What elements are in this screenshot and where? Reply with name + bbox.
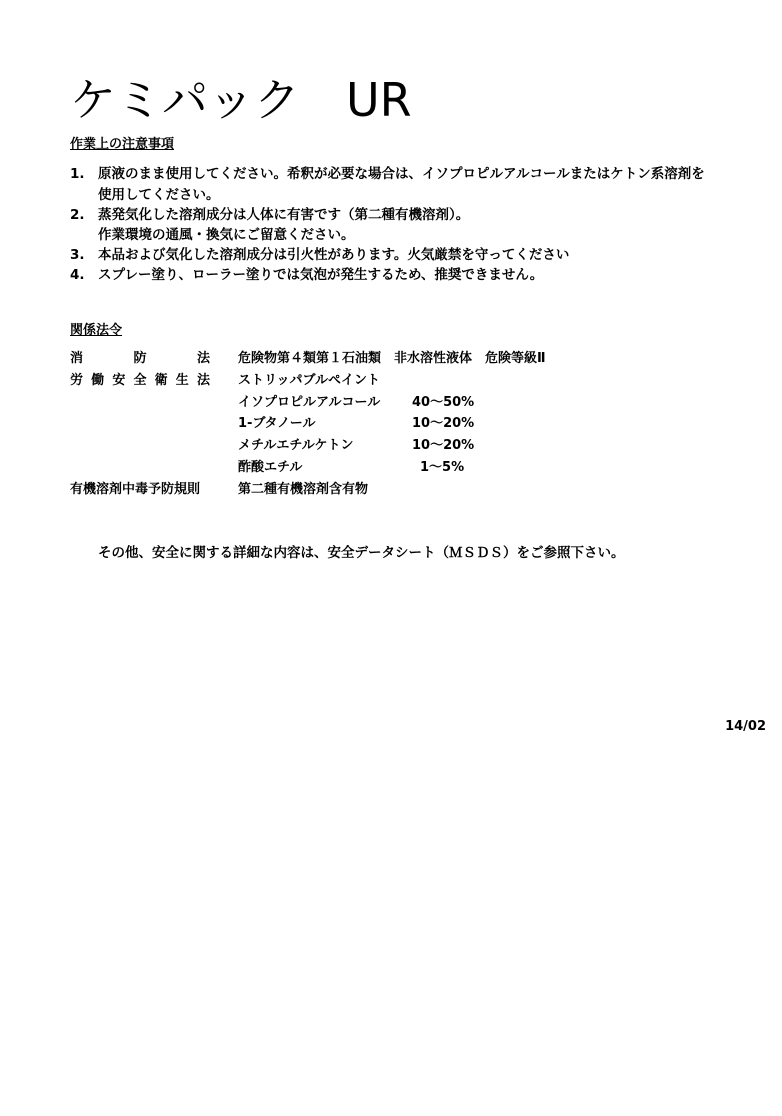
precaution-1-number: 1. bbox=[70, 166, 85, 182]
document-title: ケミパック UR bbox=[70, 73, 412, 127]
labor-law-value: ストリッパブルペイント bbox=[238, 373, 380, 388]
laws-heading: 関係法令 bbox=[70, 323, 123, 338]
component-name: 1-ブタノール bbox=[238, 416, 316, 431]
label-character: 生 bbox=[175, 373, 189, 388]
page-code: 14/02 bbox=[725, 719, 766, 734]
precaution-2-line-1: 蒸発気化した溶剤成分は人体に有害です（第二種有機溶剤）。 bbox=[98, 207, 470, 223]
precaution-4-number: 4. bbox=[70, 267, 85, 283]
label-character: 防 bbox=[133, 351, 147, 366]
fire-law-label bbox=[70, 350, 210, 368]
precautions-heading: 作業上の注意事項 bbox=[70, 137, 175, 152]
precaution-2-line-2: 作業環境の通風・換気にご留意ください。 bbox=[98, 227, 355, 243]
label-character: 衛 bbox=[154, 373, 168, 388]
msds-note: その他、安全に関する詳細な内容は、安全データシート（ＭＳＤＳ）をご参照下さい。 bbox=[98, 545, 625, 561]
fire-law-value: 危険物第４類第１石油類 非水溶性液体 危険等級Ⅱ bbox=[238, 351, 546, 366]
labor-law-label bbox=[70, 372, 210, 390]
precaution-4-line-1: スプレー塗り、ローラー塗りでは気泡が発生するため、推奨できません。 bbox=[98, 267, 544, 283]
component-percent: 10～20% bbox=[412, 438, 475, 453]
component-percent: 40～50% bbox=[412, 395, 475, 410]
organic-solvent-law-label: 有機溶剤中毒予防規則 bbox=[70, 482, 201, 497]
label-character: 労 bbox=[70, 373, 84, 388]
label-character: 安 bbox=[112, 373, 126, 388]
label-character: 消 bbox=[70, 351, 84, 366]
component-name: メチルエチルケトン bbox=[238, 438, 354, 453]
precaution-3-number: 3. bbox=[70, 247, 85, 263]
organic-solvent-law-value: 第二種有機溶剤含有物 bbox=[238, 482, 369, 497]
component-name: イソプロピルアルコール bbox=[238, 395, 381, 410]
label-character: 働 bbox=[91, 373, 105, 388]
component-percent: 1～5% bbox=[420, 460, 465, 475]
component-name: 酢酸エチル bbox=[238, 460, 303, 475]
label-character: 法 bbox=[196, 351, 210, 366]
precaution-1-line-2: 使用してください。 bbox=[98, 187, 220, 203]
component-percent: 10～20% bbox=[412, 416, 475, 431]
label-character: 法 bbox=[196, 373, 210, 388]
precaution-2-number: 2. bbox=[70, 207, 85, 223]
precaution-3-line-1: 本品および気化した溶剤成分は引火性があります。火気厳禁を守ってください bbox=[98, 247, 570, 263]
precaution-1-line-1: 原液のまま使用してください。希釈が必要な場合は、イソプロピルアルコールまたはケトン系溶剤を bbox=[98, 166, 705, 182]
label-character: 全 bbox=[133, 373, 147, 388]
